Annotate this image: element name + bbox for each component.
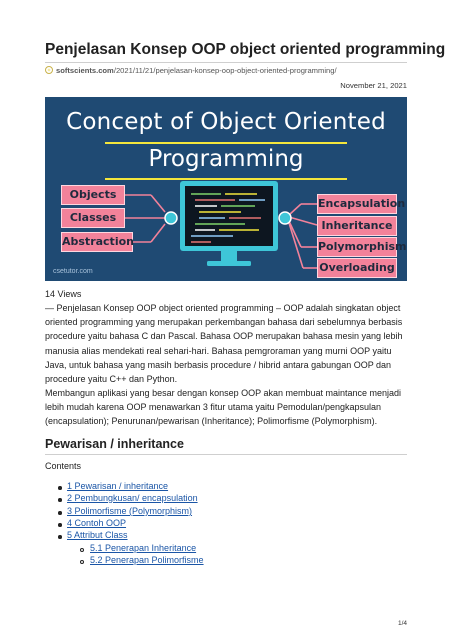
intro-paragraph: — Penjelasan Konsep OOP object oriented programming – OOP adalah singkatan object oriented programming yang merupakan perkembangan bahasa dari sebelumnya berbasis procedure yaitu bahasa C dan Pascal. Bahasa OOP merupakan bahasa mesin yang lebih manusia alias mendekati real sehari-hari. Bahasa pemgroraman yang murni OOP yaitu Java, untuk bahasa yang masih berbasis procedure / hibrid antara gabungan OOP dan procedure yaitu C++ dan Python. [45,303,403,385]
article-title: Penjelasan Konsep OOP object oriented programming [45,41,446,58]
monitor-screen [185,186,273,246]
toc-bullet [58,511,62,515]
page-number: 1/4 [397,620,407,627]
toc-sub-bullet [80,560,84,564]
view-count: 14 Views [45,289,82,299]
contents-label: Contents [45,461,82,471]
connector-lines-left [125,195,165,242]
banner-pill-encapsulation: Encapsulation [317,194,397,214]
banner-pill-abstraction: Abstraction [61,232,133,252]
publish-date: November 21, 2021 [340,81,407,90]
second-paragraph: Membangun aplikasi yang besar dengan konsep OOP akan membuat maintance menjadi lebih mudah karena OOP menawarkan 3 fitur utama yaitu Pemodulan/pengkapsulan (encapsulation); Penurunan/pewarisan (Inheritance); Polimorfisme (Polymorphism). [45,388,402,427]
toc-link-2[interactable]: 2 Pembungkusan/ encapsulation [67,493,198,503]
banner-pill-objects: Objects [61,185,125,205]
banner-title-line2: Programming [148,146,304,172]
monitor-illustration [45,97,407,281]
toc-link-1[interactable]: 1 Pewarisan / inheritance [67,481,169,491]
banner-pill-polymorphism: Polymorphism [317,237,397,257]
toc-bullet [58,535,62,539]
banner-pill-inheritance: Inheritance [317,216,397,236]
source-line [45,66,337,75]
toc-bullet [58,523,62,527]
toc-bullet [58,498,62,502]
toc-link-4[interactable]: 4 Contoh OOP [67,518,127,528]
monitor-neck [221,251,237,261]
connector-node-right [279,212,291,224]
toc-link-5-1[interactable]: 5.1 Penerapan Inheritance [90,543,197,553]
banner-logo: csetutor.com [53,268,93,275]
toc-link-5[interactable]: 5 Attribut Class [67,530,128,540]
source-domain[interactable]: softscients.com [56,66,114,75]
banner-pill-classes: Classes [61,208,125,228]
banner-image [45,97,407,281]
toc-sub-bullet [80,548,84,552]
banner-pill-overloading: Overloading [317,258,397,278]
section-heading: Pewarisan / inheritance [45,437,184,451]
banner-title-line1: Concept of Object Oriented [66,109,386,135]
monitor-stand [207,261,251,266]
connector-node-left [165,212,177,224]
section-divider [45,454,407,455]
toc-link-5-2[interactable]: 5.2 Penerapan Polimorfisme [90,555,204,565]
site-favicon-icon [45,66,53,74]
toc-link-3[interactable]: 3 Polimorfisme (Polymorphism) [67,506,193,516]
title-divider [45,62,407,63]
connector-lines-right [289,204,317,268]
source-path[interactable]: /2021/11/21/penjelasan-konsep-oop-object-oriented-programming/ [113,66,337,75]
toc-bullet [58,486,62,490]
